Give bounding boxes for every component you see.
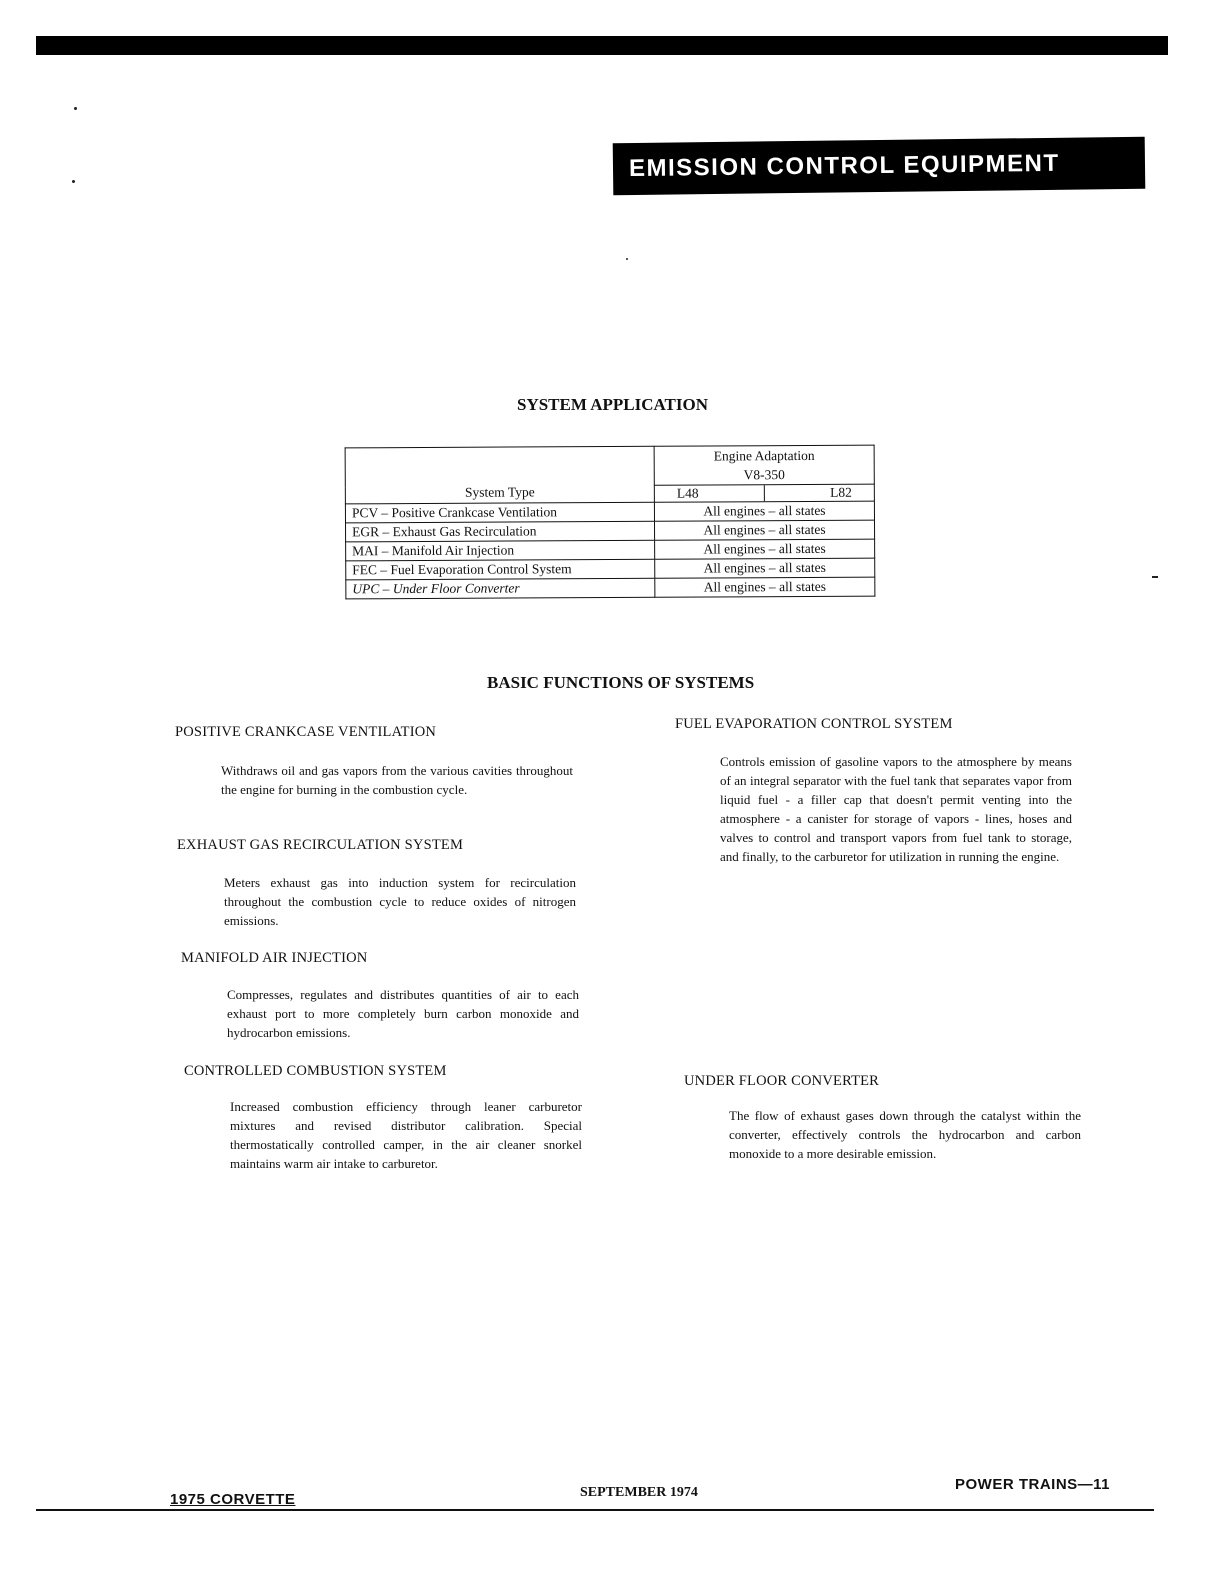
application-cell: All engines – all states bbox=[654, 520, 874, 540]
table-row bbox=[346, 558, 875, 580]
table-row bbox=[346, 520, 875, 542]
engine-adaptation-label: Engine Adaptation bbox=[713, 447, 815, 464]
egr-description: Meters exhaust gas into induction system for recirculation throughout the combustion cycle to reduce oxides of nitrogen emissions. bbox=[224, 875, 576, 928]
application-cell: All engines – all states bbox=[655, 539, 875, 559]
scan-speck bbox=[72, 180, 75, 183]
fec-description: Controls emission of gasoline vapors to the atmosphere by means of an integral separator with the fuel tank that separates vapor from liquid fuel - a filler cap that doesn't permit venting into the atmosphere - a canister for storage of vapors - lines, hoses and valves to control and transport vapors from fuel tank to storage, and finally, to the carburetor for utilization in running the engine. bbox=[720, 754, 1072, 864]
column-header-system-type: System Type bbox=[345, 446, 654, 504]
scan-speck bbox=[74, 107, 77, 110]
table-row bbox=[345, 501, 874, 523]
ccs-heading: CONTROLLED COMBUSTION SYSTEM bbox=[184, 1063, 447, 1079]
ufc-description: The flow of exhaust gases down through the catalyst within the converter, effectively controls the hydrocarbon and carbon monoxide to a more desirable emission. bbox=[729, 1108, 1081, 1161]
engine-code-l48: L48 bbox=[676, 485, 699, 501]
system-application-table bbox=[345, 445, 876, 600]
section-banner: EMISSION CONTROL EQUIPMENT bbox=[613, 137, 1146, 195]
fec-heading: FUEL EVAPORATION CONTROL SYSTEM bbox=[675, 716, 953, 732]
table-row bbox=[346, 577, 875, 599]
system-type-cell: PCV – Positive Crankcase Ventilation bbox=[345, 502, 654, 523]
footer-page-label: POWER TRAINS—11 bbox=[955, 1476, 1111, 1493]
table-row bbox=[346, 539, 875, 561]
footer-model: 1975 CORVETTE bbox=[170, 1491, 296, 1508]
system-type-cell: UPC – Under Floor Converter bbox=[346, 578, 655, 599]
pcv-description: Withdraws oil and gas vapors from the various cavities throughout the engine for burning in the combustion cycle. bbox=[221, 763, 573, 797]
pcv-heading: POSITIVE CRANKCASE VENTILATION bbox=[175, 724, 437, 740]
bottom-rule bbox=[36, 1509, 1154, 1511]
engine-subheader bbox=[654, 484, 874, 502]
application-cell: All engines – all states bbox=[654, 501, 874, 521]
application-cell: All engines – all states bbox=[655, 577, 875, 597]
engine-code-l82: L82 bbox=[764, 485, 874, 502]
system-type-cell: EGR – Exhaust Gas Recirculation bbox=[346, 521, 655, 542]
ufc-heading: UNDER FLOOR CONVERTER bbox=[684, 1073, 880, 1089]
column-header-engine-adaptation bbox=[654, 445, 874, 485]
basic-functions-title: BASIC FUNCTIONS OF SYSTEMS bbox=[487, 673, 755, 692]
ccs-description: Increased combustion efficiency through leaner carburetor mixtures and revised distributor calibration. Special thermostatically controlled camper, in the air cleaner snorkel maintains warm air intake to carburetor. bbox=[230, 1099, 582, 1171]
system-type-cell: FEC – Fuel Evaporation Control System bbox=[346, 559, 655, 580]
footer-date: SEPTEMBER 1974 bbox=[580, 1485, 698, 1500]
mai-heading: MANIFOLD AIR INJECTION bbox=[181, 950, 368, 966]
application-cell: All engines – all states bbox=[655, 558, 875, 578]
engine-model-label: V8-350 bbox=[743, 467, 785, 483]
mai-description: Compresses, regulates and distributes quantities of air to each exhaust port to more completely burn carbon monoxide and hydrocarbon emissions. bbox=[227, 987, 579, 1040]
scan-speck bbox=[1152, 576, 1158, 578]
system-application-title: SYSTEM APPLICATION bbox=[517, 395, 708, 414]
top-border-bar bbox=[36, 36, 1168, 55]
egr-heading: EXHAUST GAS RECIRCULATION SYSTEM bbox=[177, 837, 464, 853]
system-type-cell: MAI – Manifold Air Injection bbox=[346, 540, 655, 561]
scan-speck bbox=[626, 258, 628, 260]
